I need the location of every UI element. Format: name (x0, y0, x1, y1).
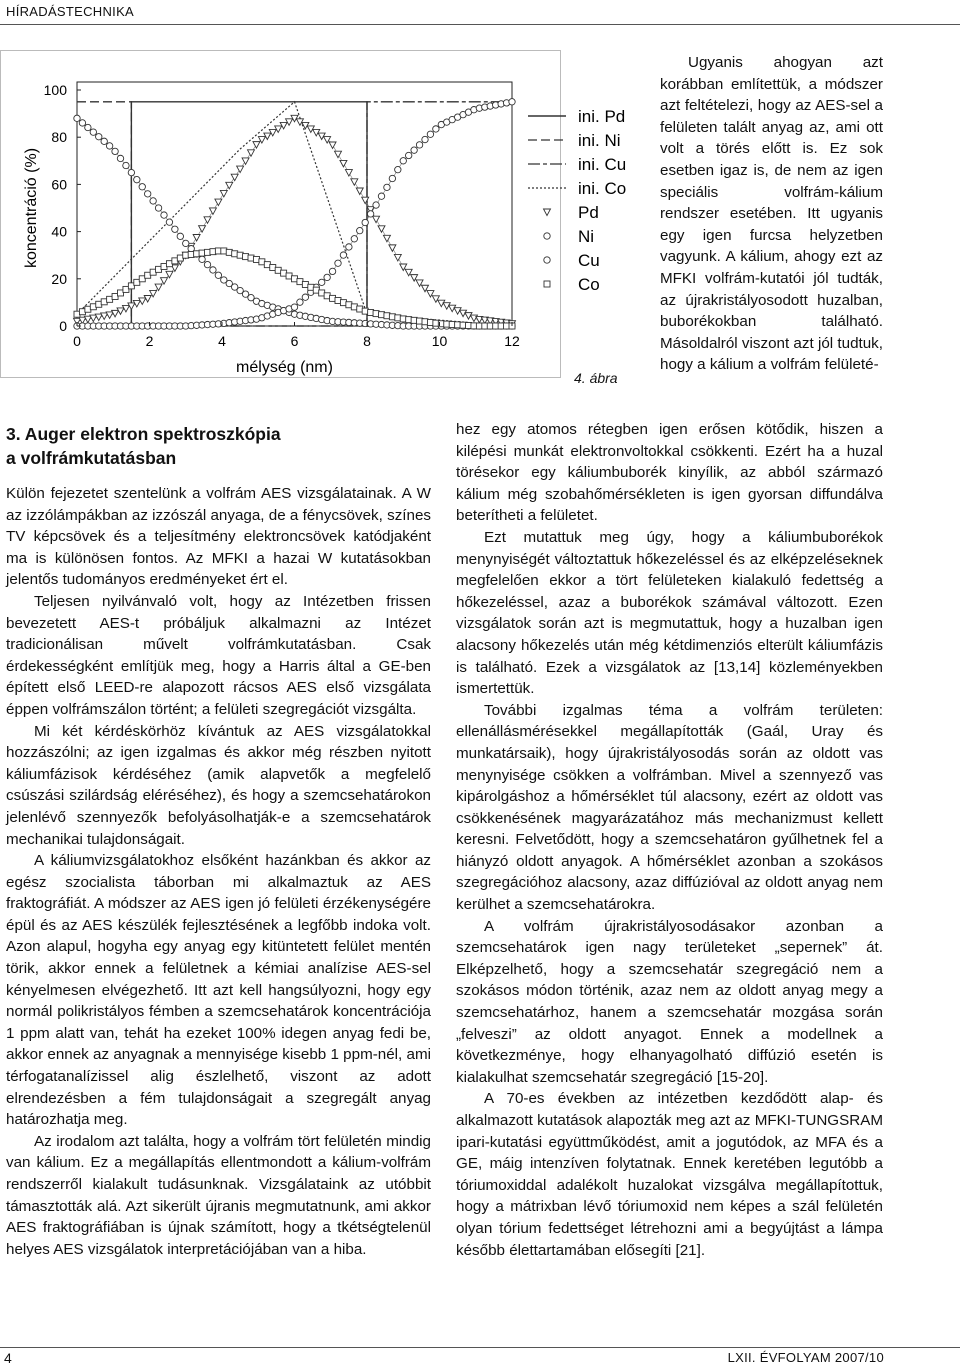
data-point-ni (79, 120, 85, 126)
data-point-cu (400, 158, 406, 164)
data-point-cu (416, 142, 422, 148)
series-line-ini-cu (77, 102, 512, 326)
data-point-cu (324, 274, 330, 280)
paragraph: A volfrám újrakristályosodásakor azonban a szemcsehatárok igen nagy területeket „sepernek” át. Elképzelhető, hogy a szemcsehatár szegregáció nem a szokásos módon történik, azaz nem az oldott anyag megy a szemcsehatárhoz, hanem a szemcsehatár mozgása során „felveszi” az oldott anyagot. Ennek a modellnek a következménye, hogy elhanyagolható diffúzió esetén is kialakulhat szemcsehatár szegregáció [15-20]. (456, 917, 883, 1086)
x-tick-label: 2 (145, 333, 154, 349)
y-tick-label: 100 (43, 82, 67, 98)
data-point-cu (351, 236, 357, 242)
data-point-cu (291, 304, 297, 310)
data-point-ni (161, 212, 167, 218)
x-tick-label: 10 (431, 333, 448, 349)
data-point-cu (384, 184, 390, 190)
x-tick-label: 8 (363, 333, 371, 349)
right-column (456, 419, 883, 1261)
section-heading (6, 422, 431, 470)
running-header: HÍRADÁSTECHNIKA (6, 4, 135, 19)
paragraph: Ezt mutattuk meg úgy, hogy a káliumbuborékok menynyiségét változtattuk hőkezeléssel és az elképzeléseknek megfelelően ekkor a tört felületeken kialakuló fedettség a hőkezeléssel, azaz a buborékok számával változott. Ezen vizsgálatok során azt is megmutattuk, hogy a huzalban igen alacsony hőkezelés után még kétdimenziós elterült káliumfázis is található. Ezek a vizsgálatok az [13,14] közleményekben ismertettük. (456, 528, 883, 698)
data-point-ni (210, 267, 216, 273)
data-point-pd (204, 217, 211, 224)
data-point-cu (427, 131, 433, 137)
data-point-cu (297, 299, 303, 305)
data-point-ni (128, 169, 134, 175)
data-point-cu (411, 147, 417, 153)
data-point-cu (318, 279, 324, 285)
x-tick-label: 6 (290, 333, 299, 349)
paragraph: A káliumvizsgálatokhoz elsőként hazánkban és akkor az egész szocialista táborban mi alkalmaztuk az AES fraktográfiát. A módszer az AES igen jó felületi érzékenységére épül és az AES készülék fejlesztésének a legfőbb indoka volt. Azon alapul, hogyha egy anyag egy kitüntetett felület mentén törik, akkor ennek a felületnek a kémiai analízise AES-sel kényelmesen elvégezhető. Itt azt kell hangsúlyozni, hogy egy normál polikristályos fémben a szemcsehatárok koncentrációja 1 ppm alatt van, tehát ha ezeket 100% idegen anyag fedi be, akkor ennek az anyagnak a mennyisége kisebb 1 ppm-nél, ami térfogatanalízissel alig észlelhető, viszont az adott elrendezésben a fém tulajdonságait a szegregált anyag határozhatja meg. (6, 852, 431, 1129)
page-number: 4 (4, 1350, 12, 1366)
data-point-cu (335, 260, 341, 266)
paragraph: Mi két kérdéskörhöz kívántuk az AES vizsgálatokkal hozzászólni; az igen izgalmas és akkor még részben nyitott káliumfázisok kérdéséhez (amik alapvetők a megfelelő csúszási szilárdság eléréséhez), és hogy a szemcsehatárokon jelenlévő szennyezők befolyásolhatják-e a szemcsehatárok mechanikai tulajdonságait. (6, 722, 431, 848)
data-point-cu (395, 166, 401, 172)
section-heading-line-2: a volfrámkutatásban (6, 448, 177, 468)
data-point-ni (85, 124, 91, 130)
data-point-cu (346, 244, 352, 250)
paragraph: Az irodalom azt találta, hogy a volfrám tört felületén mindig van kálium. Ez a megállapítás ellentmondott a kálium-volfrám rendszerről kialakult tudásunknak. Vizsgálataink az utóbbit támasztották alá. Azt sikerült újranis megmutatnunk, ami akkor AES fraktográfiában is újnak számított, hogy a tkétségtelenül helyes AES vizsgálatok interpretációjában van a hiba. (6, 1132, 431, 1258)
legend-label-co: Co (578, 275, 600, 294)
legend-label-ini-pd: ini. Pd (578, 107, 626, 126)
data-point-ni (101, 138, 107, 144)
paragraph: Teljesen nyilvánvaló volt, hogy az Intézetben frissen bevezetett AES-t próbáljuk alkalmazni az Intézet tradicionálisan művelt volfrámkutatásban. Csak érdekességként említjük meg, hogy a Harris által a GE-ben épített első LEED-re alapozott rácsos AES első vizsgálata éppen volfrámszálon történt; a felületi szegregációt vizsgálta. (6, 592, 431, 718)
data-point-cu (433, 126, 439, 132)
data-point-cu (362, 219, 368, 225)
data-point-ni (123, 162, 129, 168)
y-tick-label: 80 (51, 129, 67, 146)
data-point-pd (215, 199, 222, 206)
data-point-pd (248, 150, 255, 157)
y-axis-label: koncentráció (%) (23, 147, 40, 269)
legend-marker-ni (544, 233, 550, 239)
legend-label-ini-co: ini. Co (578, 179, 627, 198)
x-tick-label: 4 (218, 333, 226, 349)
data-point-cu (329, 268, 335, 274)
data-point-pd (394, 254, 401, 261)
data-point-cu (422, 136, 428, 142)
data-point-cu (509, 99, 515, 105)
data-point-ni (215, 272, 221, 278)
data-point-pd (335, 151, 342, 158)
data-point-pd (351, 179, 358, 186)
data-point-ni (172, 226, 178, 232)
data-point-ni (183, 240, 189, 246)
y-tick-label: 20 (51, 270, 67, 287)
series-line-ni (77, 118, 512, 326)
data-point-pd (373, 216, 380, 223)
data-point-pd (378, 226, 385, 233)
legend-marker-co (544, 281, 550, 287)
legend-label-ni: Ni (578, 227, 595, 246)
x-axis-label: mélység (nm) (236, 359, 333, 376)
data-point-ni (106, 143, 112, 149)
data-point-pd (253, 142, 260, 149)
data-point-ni (117, 155, 123, 161)
x-tick-label: 0 (73, 333, 81, 349)
data-point-ni (177, 233, 183, 239)
data-point-ni (139, 184, 145, 190)
volume-label: LXII. ÉVFOLYAM 2007/10 (727, 1350, 884, 1365)
data-point-pd (389, 245, 396, 252)
data-point-cu (378, 193, 384, 199)
data-point-pd (231, 174, 238, 181)
data-point-pd (356, 188, 363, 195)
concentration-depth-chart (0, 50, 660, 395)
data-point-pd (209, 208, 216, 215)
data-point-ni (112, 148, 118, 154)
figure-caption: 4. ábra (574, 370, 618, 386)
data-point-cu (302, 294, 308, 300)
data-point-pd (383, 235, 390, 242)
data-point-ni (90, 129, 96, 135)
series-line-cu (77, 102, 512, 326)
data-point-ni (166, 219, 172, 225)
legend-label-ini-cu: ini. Cu (578, 155, 627, 174)
paragraph: Ugyanis ahogyan azt korábban említettük, a módszer azt feltételezi, hogy az AES-sel a felületen talált anyag az, ami ott volt a törés előtt is. Ez sok esetben igaz is, de nem az igen speciális volfrám-kálium rendszer esetében. Itt ugyanis egy igen furcsa helyzetben vagyunk. A kálium, ahogy ezt az MFKI volfrám-kutatói jól tudták, az újrakristályosodott huzalban, buborékokban található. Másoldalról viszont azt jól tudtuk, hogy a kálium a volfrám felületé- (660, 54, 883, 374)
data-point-cu (405, 152, 411, 158)
data-point-ni (204, 261, 210, 267)
data-point-pd (237, 166, 244, 173)
wrap-text-column (660, 52, 883, 376)
data-point-ni (150, 198, 156, 204)
legend-label-pd: Pd (578, 203, 599, 222)
legend-label-cu: Cu (578, 251, 600, 270)
y-tick-label: 60 (51, 176, 67, 193)
data-point-pd (220, 190, 227, 197)
data-point-pd (226, 182, 233, 189)
paragraph: Külön fejezetet szentelünk a volfrám AES vizsgálatainak. A W az izzólámpákban az izzószál anyaga, de a fénycsövek, színes TV képcsövek és a teljesítmény elektroncsövek katódjaként ma is különösen fontos. Az MFKI a hazai W kutatásokban jelentős tudományos eredményeket ért el. (6, 485, 431, 589)
data-point-ni (134, 176, 140, 182)
paragraph: hez egy atomos rétegben igen erősen kötődik, hiszen a kilépési munkát elektronvoltokkal csökkenti. Ezért ha a huzal törésekor egy káliumbuborék kinyílik, az abból származó kálium még szobahőmérsékleten is igen gyorsan diffundálva beterítheti a felületet. (456, 421, 883, 525)
legend-marker-pd (544, 209, 551, 216)
data-point-ni (74, 115, 80, 121)
series-line-ini-pd (77, 102, 512, 326)
data-point-pd (242, 158, 249, 165)
section-heading-line-1: 3. Auger elektron spektroszkópia (6, 424, 281, 444)
paragraph: További izgalmas téma a volfrám területen: ellenállásmérésekkel megállapították (Gaál, Uray és munkatársaik), hogy újrakristályosodás során az oldott vas menynyisége csökken a volfrámban. Mivel a szennyező vas kipárolgáshoz a hőmérséklet túl alacsony, ezért az oldott vas csökkenésének magyarázatához más mechanizmust kellett keresni. Felvetődött, hogy a szemcsehatáron gyűlhetnek fel a hiányzó oldott anyagok. A hőmérséklet azonban a szokásos szegregációhoz alacsony, azaz diffúzióval az oldott anyag nem kerülhet a szemcsehatárokra. (456, 701, 883, 914)
header-rule (0, 24, 960, 25)
data-point-cu (340, 252, 346, 258)
figure-4 (0, 50, 660, 395)
x-tick-label: 12 (504, 333, 520, 349)
data-point-cu (389, 175, 395, 181)
data-point-pd (340, 160, 347, 167)
series-line-pd (77, 118, 512, 323)
series-line-ini-ni (77, 102, 512, 326)
left-column (6, 483, 431, 1260)
y-tick-label: 40 (51, 223, 67, 240)
y-tick-label: 0 (59, 318, 67, 334)
series-line-ini-co (77, 102, 512, 326)
data-point-cu (357, 227, 363, 233)
legend-label-ini-ni: ini. Ni (578, 131, 621, 150)
data-point-pd (199, 226, 206, 233)
data-point-pd (329, 142, 336, 149)
data-point-pd (345, 170, 352, 177)
data-point-ni (96, 134, 102, 140)
legend-marker-cu (544, 257, 550, 263)
data-point-cu (373, 202, 379, 208)
data-point-pd (193, 235, 200, 242)
paragraph: A 70-es években az intézetben kezdődött alap- és alkalmazott kutatások alapozták meg azt az MFKI-TUNGSRAM ipari-kutatási együttműködést, amit a jogutódok, az MFA és a GE, máig intenzíven folytatnak. Ennek keretében legutóbb a tóriumoxiddal adalékolt huzalokat vizsgálva megállapítottuk, hogy a mátrixban lévő tóriumoxid nem képes a szál felületén olyan tórium fedettséget létrehozni ami a begyújtást a lámpa később élettartamában elősegíti [21]. (456, 1090, 883, 1259)
data-point-ni (144, 191, 150, 197)
data-point-cu (367, 211, 373, 217)
footer-rule (0, 1347, 960, 1348)
data-point-ni (155, 205, 161, 211)
